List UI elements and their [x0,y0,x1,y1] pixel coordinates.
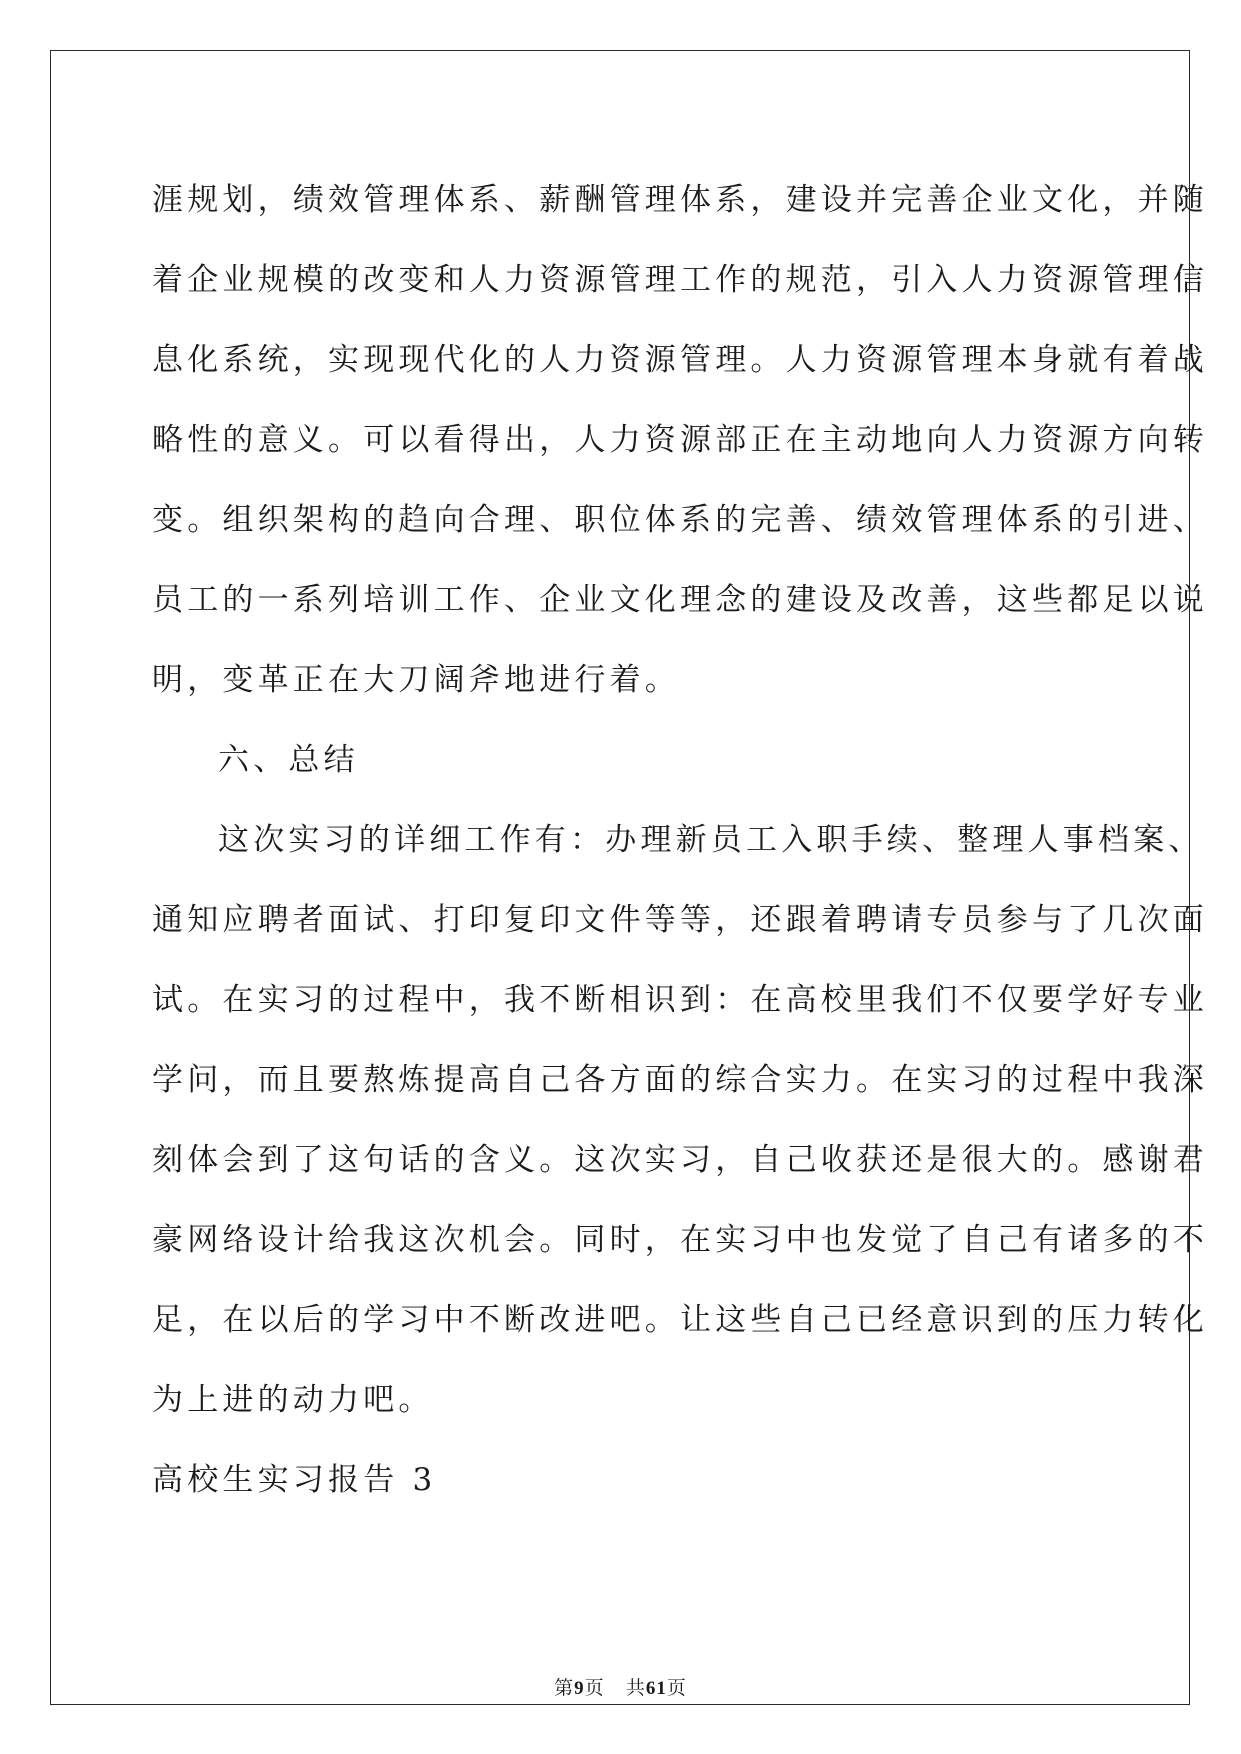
body-line: 员工的一系列培训工作、企业文化理念的建设及改善，这些都足以说 [152,582,1208,618]
footer-total-prefix: 共 [625,1677,646,1699]
report-title: 高校生实习报告 3 [152,1462,437,1498]
body-line: 学问，而且要熬炼提高自己各方面的综合实力。在实习的过程中我深 [152,1062,1208,1098]
page-footer [0,1676,1241,1701]
body-line: 着企业规模的改变和人力资源管理工作的规范，引入人力资源管理信 [152,262,1208,298]
body-line: 试。在实习的过程中，我不断相识到：在高校里我们不仅要学好专业 [152,982,1208,1018]
footer-total-pages: 61 [645,1678,667,1699]
body-line: 为上进的动力吧。 [152,1382,434,1418]
body-line: 通知应聘者面试、打印复印文件等等，还跟着聘请专员参与了几次面 [152,902,1208,938]
section-heading: 六、总结 [218,742,359,778]
footer-page-prefix: 第 [554,1677,575,1699]
body-line: 刻体会到了这句话的含义。这次实习，自己收获还是很大的。感谢君 [152,1142,1208,1178]
footer-total-suffix: 页 [666,1677,687,1699]
body-line: 豪网络设计给我这次机会。同时，在实习中也发觉了自己有诸多的不 [152,1222,1208,1258]
paragraph-start-line: 这次实习的详细工作有：办理新员工入职手续、整理人事档案、 [218,822,1204,858]
document-body [152,160,1208,1520]
body-line: 息化系统，实现现代化的人力资源管理。人力资源管理本身就有着战 [152,342,1208,378]
footer-page-number: 9 [574,1678,585,1699]
body-line: 涯规划，绩效管理体系、薪酬管理体系，建设并完善企业文化，并随 [152,182,1208,218]
footer-page-suffix: 页 [584,1677,605,1699]
body-line: 略性的意义。可以看得出，人力资源部正在主动地向人力资源方向转 [152,422,1208,458]
body-line: 明，变革正在大刀阔斧地进行着。 [152,662,680,698]
body-line: 足，在以后的学习中不断改进吧。让这些自己已经意识到的压力转化 [152,1302,1208,1338]
body-line: 变。组织架构的趋向合理、职位体系的完善、绩效管理体系的引进、 [152,502,1208,538]
